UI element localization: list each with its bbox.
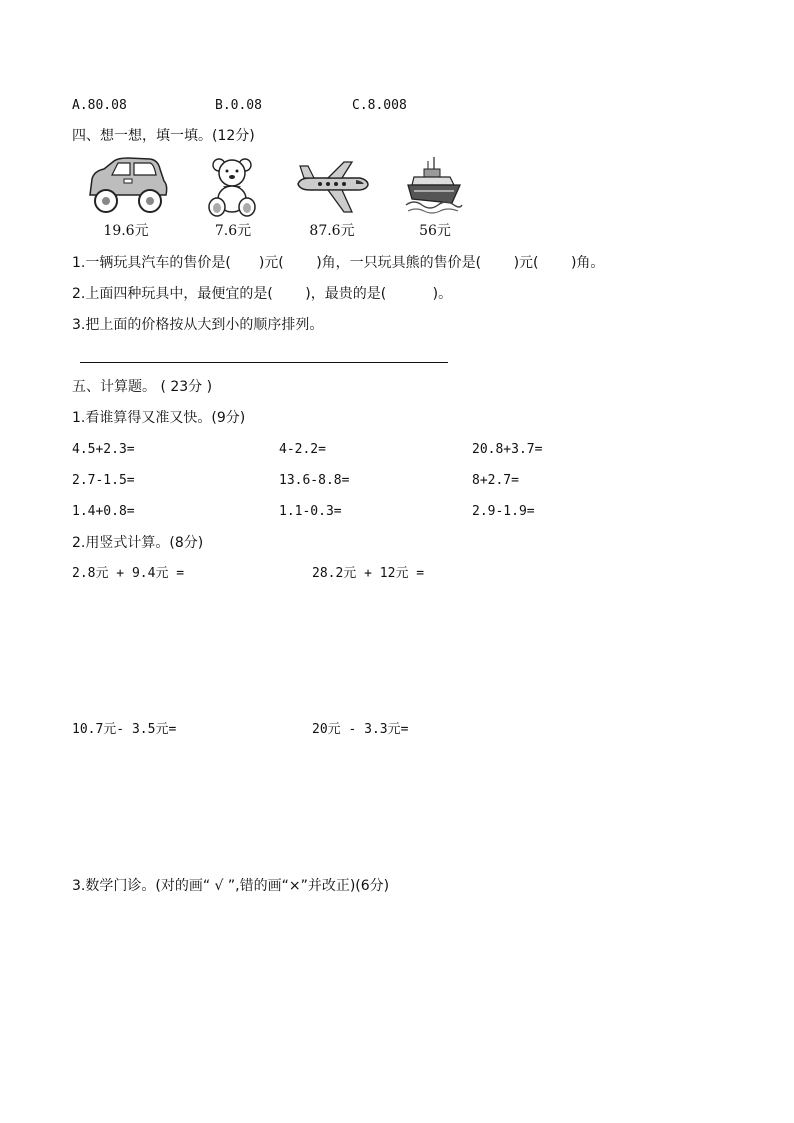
subsection-5-1: 1.看谁算得又准又快。(9分)	[72, 410, 246, 426]
calc-item: 4-2.2=	[279, 442, 326, 457]
subsection-5-2: 2.用竖式计算。(8分)	[72, 535, 204, 551]
toy-car-icon	[84, 155, 170, 217]
question-4-3: 3.把上面的价格按从大到小的顺序排列。	[72, 317, 324, 333]
option-b: B.0.08	[215, 98, 262, 113]
toy-car-price: 19.6元	[103, 223, 149, 239]
vertical-calc-item: 2.8元 + 9.4元 =	[72, 566, 185, 581]
section-4-title: 四、想一想，填一填。(12分)	[72, 128, 255, 144]
calc-item: 4.5+2.3=	[72, 442, 135, 457]
section-5-title: 五、计算题。 ( 23分 )	[72, 379, 213, 395]
calc-item: 20.8+3.7=	[472, 442, 543, 457]
option-a: A.80.08	[72, 98, 127, 113]
vertical-calc-item: 10.7元- 3.5元=	[72, 722, 177, 737]
subsection-5-3: 3.数学门诊。(对的画“ √ ”,错的画“×”并改正)(6分)	[72, 878, 390, 894]
question-4-2: 2.上面四种玩具中，最便宜的是( )，最贵的是( )。	[72, 286, 453, 302]
answer-line	[80, 362, 448, 363]
option-c: C.8.008	[352, 98, 407, 113]
calc-item: 1.1-0.3=	[279, 504, 342, 519]
ship-icon	[404, 155, 464, 217]
calc-item: 2.9-1.9=	[472, 504, 535, 519]
teddy-bear-icon	[203, 157, 263, 217]
calc-item: 8+2.7=	[472, 473, 519, 488]
ship-price: 56元	[419, 223, 451, 239]
airplane-icon	[296, 158, 370, 216]
calc-item: 1.4+0.8=	[72, 504, 135, 519]
teddy-bear-price: 7.6元	[214, 223, 252, 239]
airplane-price: 87.6元	[309, 223, 355, 239]
vertical-calc-item: 20元 - 3.3元=	[312, 722, 409, 737]
question-4-1: 1.一辆玩具汽车的售价是( )元( )角，一只玩具熊的售价是( )元( )角。	[72, 255, 605, 271]
calc-item: 2.7-1.5=	[72, 473, 135, 488]
vertical-calc-item: 28.2元 + 12元 =	[312, 566, 425, 581]
calc-item: 13.6-8.8=	[279, 473, 350, 488]
